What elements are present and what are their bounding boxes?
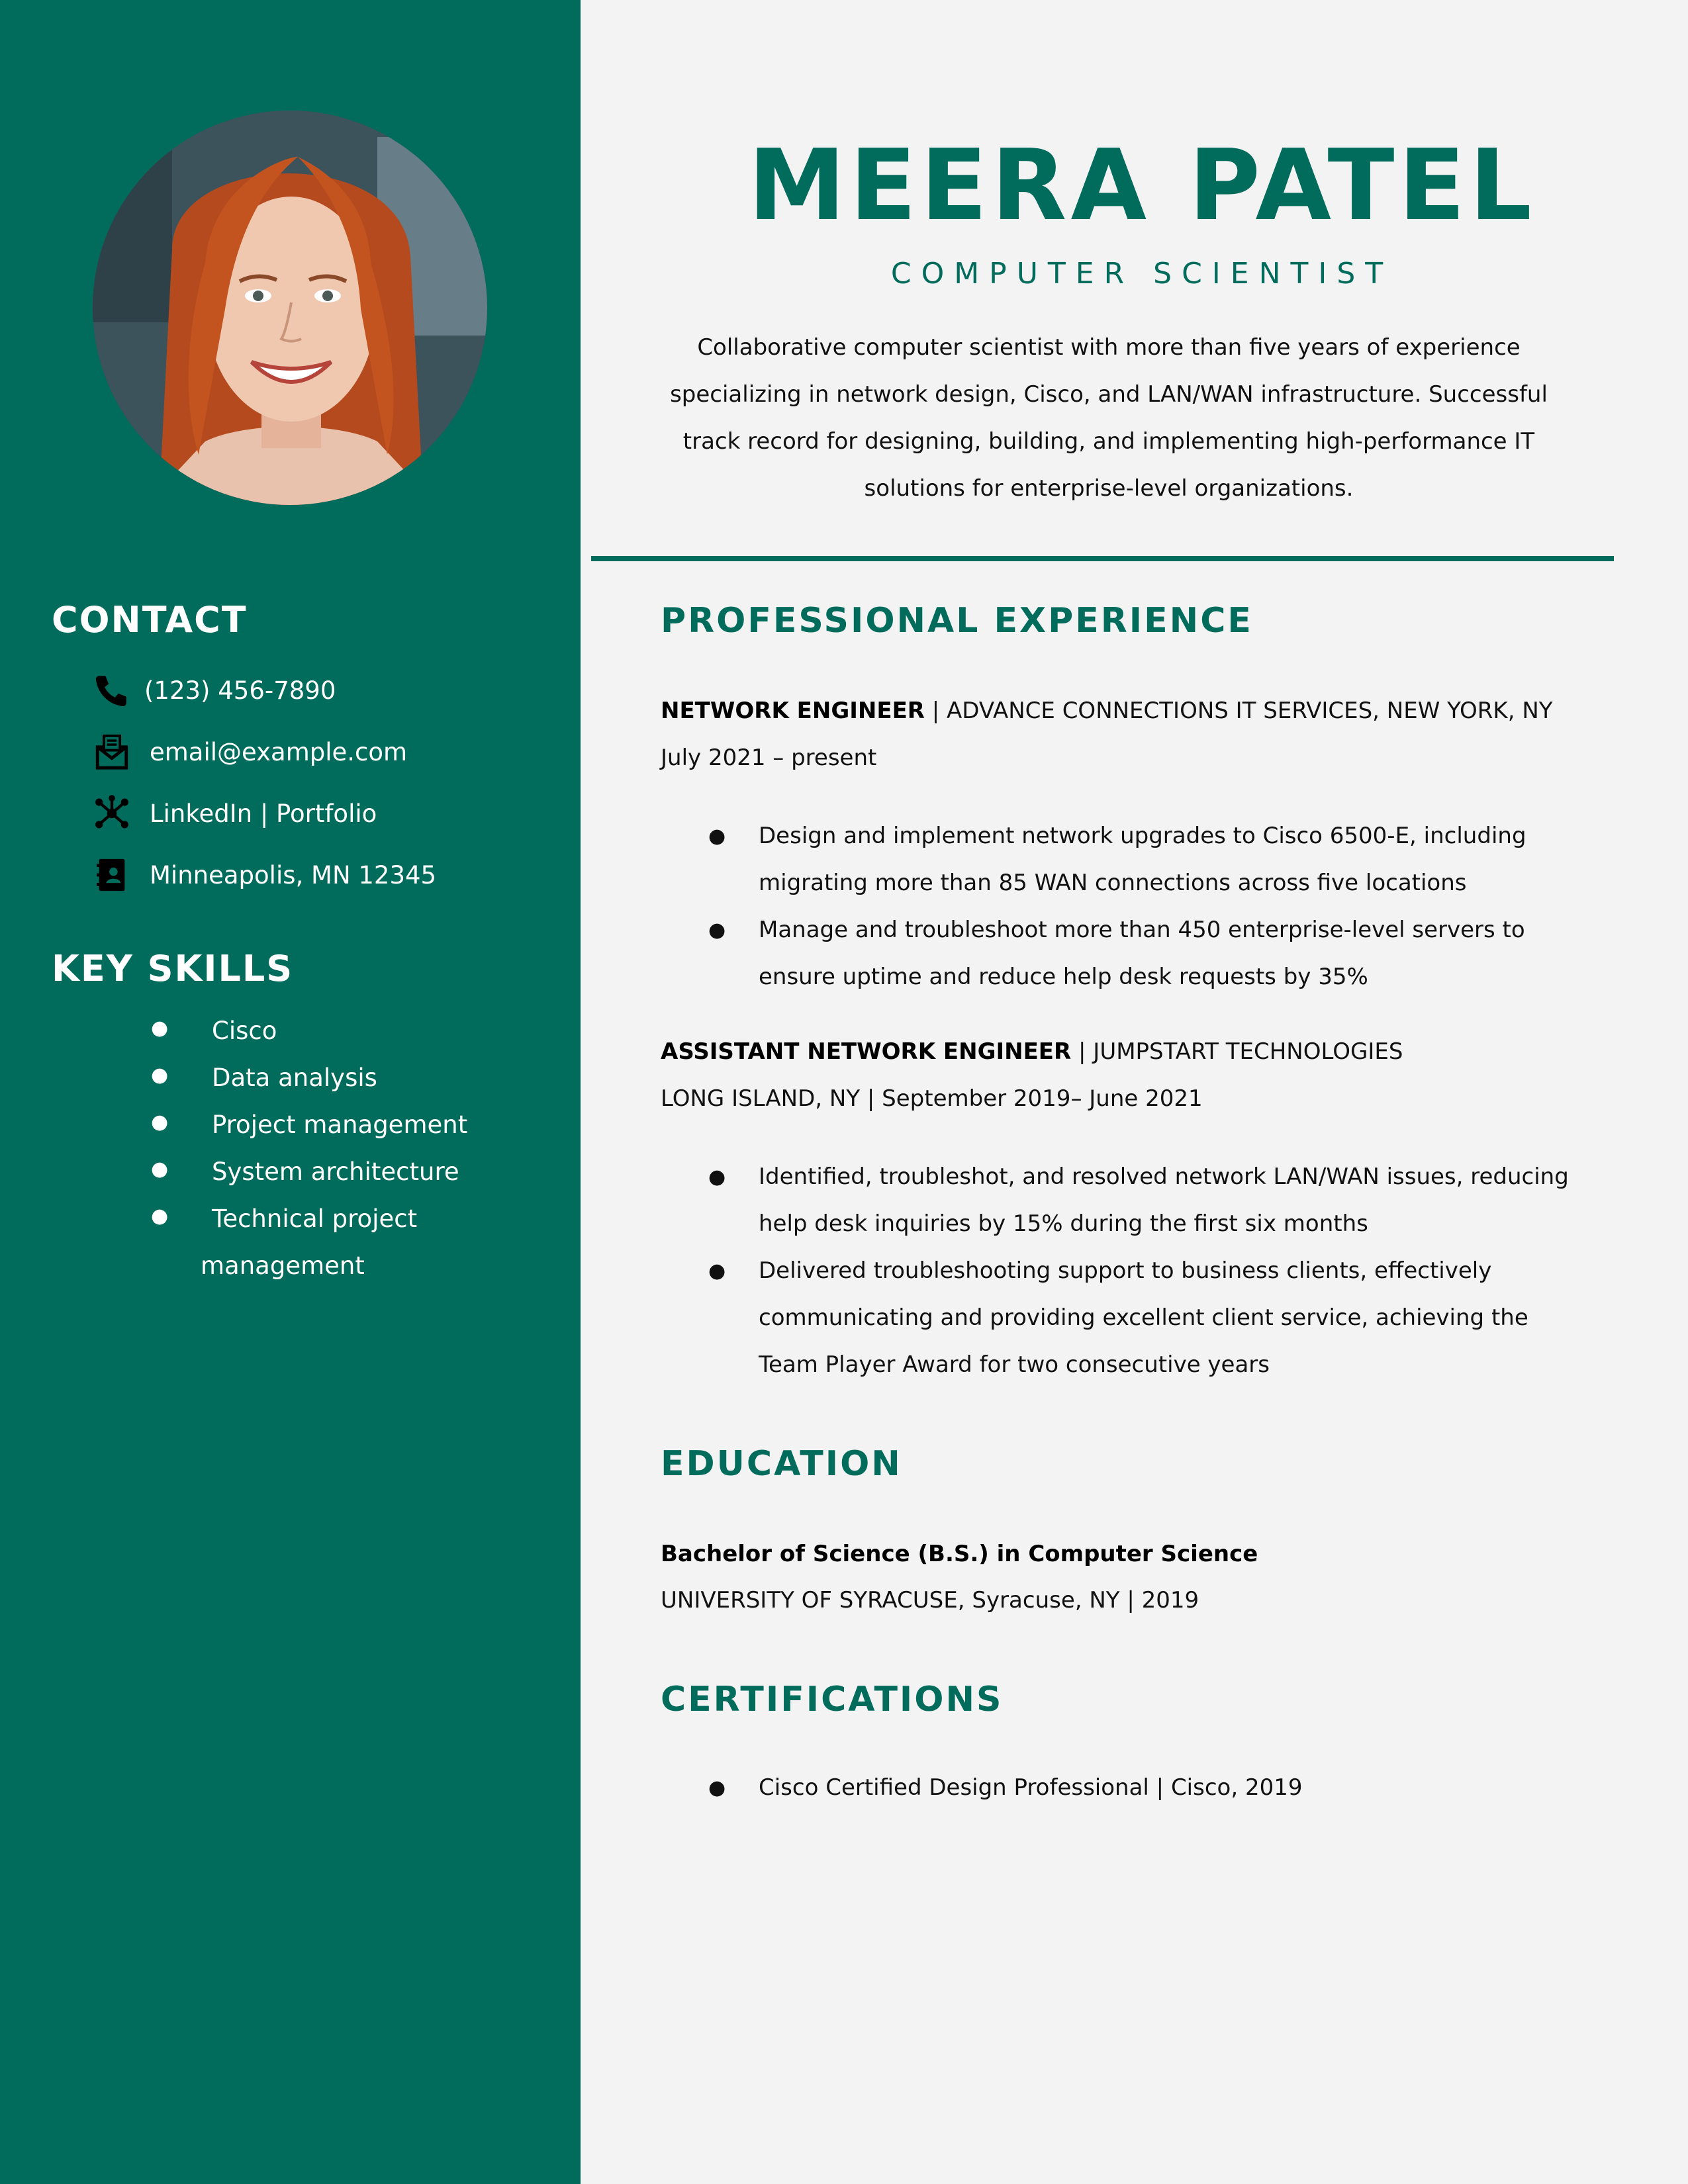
bullet-text: Manage and troubleshoot more than 450 enterprise-level servers to ensure uptime and reduce help desk requests by 35% xyxy=(759,917,1525,990)
network-icon xyxy=(91,793,132,834)
job-company: | ADVANCE CONNECTIONS IT SERVICES, NEW YORK, NY xyxy=(924,698,1553,724)
degree xyxy=(661,1541,1258,1567)
contact-email[interactable] xyxy=(91,729,407,775)
links-text: LinkedIn | Portfolio xyxy=(150,799,377,828)
contact-phone xyxy=(91,667,336,713)
bullet-text: Design and implement network upgrades to Cisco 6500-E, including migrating more than 85 WAN connections across five locations xyxy=(759,823,1526,896)
contact-heading: CONTACT xyxy=(52,599,248,641)
school: UNIVERSITY OF SYRACUSE, Syracuse, NY | 2019 xyxy=(661,1587,1199,1614)
email-text: email@example.com xyxy=(150,737,408,766)
skill-label: System architecture xyxy=(212,1158,459,1186)
bullet-icon: ● xyxy=(151,1205,169,1228)
job-role: ASSISTANT NETWORK ENGINEER xyxy=(661,1038,1072,1065)
summary-paragraph: Collaborative computer scientist with more than five years of experience specializing in network design, Cisco, and LAN/WAN infrastructure. Successful track record for designing, building, and implementing high-performance IT solutions for enterprise-level organizations. xyxy=(670,334,1548,502)
bullet-icon: ● xyxy=(151,1064,169,1087)
bullet-icon: ● xyxy=(151,1158,169,1181)
bullet-icon: ● xyxy=(151,1111,169,1134)
experience-heading: PROFESSIONAL EXPERIENCE xyxy=(661,601,1253,641)
job-dates: LONG ISLAND, NY | September 2019– June 2021 xyxy=(661,1085,1203,1112)
bullet-icon: ● xyxy=(151,1017,169,1040)
bullet-icon: ● xyxy=(708,1165,726,1189)
bullet-icon: ● xyxy=(708,1259,726,1283)
bullet-text: Identified, troubleshot, and resolved network LAN/WAN issues, reducing help desk inquiries by 15% during the first six months xyxy=(759,1163,1569,1237)
skill-label: Data analysis xyxy=(212,1064,377,1092)
contact-links[interactable] xyxy=(91,790,377,837)
address-text: Minneapolis, MN 12345 xyxy=(150,860,437,889)
email-icon xyxy=(91,731,132,772)
contact-address xyxy=(91,852,436,898)
education-heading: EDUCATION xyxy=(661,1444,902,1484)
certifications-heading: CERTIFICATIONS xyxy=(661,1680,1004,1719)
job-dates: July 2021 – present xyxy=(661,745,877,771)
phone-icon xyxy=(91,670,132,711)
profile-photo xyxy=(93,111,487,505)
bullet-icon: ● xyxy=(708,919,726,942)
portrait-illustration xyxy=(93,111,487,505)
job-header-2 xyxy=(661,1038,1403,1065)
job-role: NETWORK ENGINEER xyxy=(661,698,925,724)
skill-label: Project management xyxy=(212,1111,468,1139)
bullet-text: Delivered troubleshooting support to business clients, effectively communicating and providing excellent client service, achieving the Team Player Award for two consecutive years xyxy=(759,1257,1528,1378)
degree-name: Bachelor of Science (B.S.) in Computer Science xyxy=(661,1541,1258,1567)
job-title: COMPUTER SCIENTIST xyxy=(890,257,1393,291)
certification-text: Cisco Certified Design Professional | Cisco, 2019 xyxy=(759,1774,1303,1801)
skill-label: Technical project xyxy=(212,1205,418,1233)
job-header-1 xyxy=(661,698,1553,724)
address-book-icon xyxy=(91,854,132,895)
candidate-name: MEERA PATEL xyxy=(748,128,1536,242)
key-skills-heading: KEY SKILLS xyxy=(52,948,294,989)
sidebar xyxy=(0,0,581,2184)
job-company: | JUMPSTART TECHNOLOGIES xyxy=(1071,1038,1403,1065)
skill-label: Cisco xyxy=(212,1017,277,1045)
bullet-icon: ● xyxy=(708,1776,726,1799)
bullet-icon: ● xyxy=(708,825,726,848)
skill-label-continued: management xyxy=(201,1251,365,1280)
header-divider xyxy=(591,556,1614,561)
phone-text: (123) 456-7890 xyxy=(144,676,336,705)
